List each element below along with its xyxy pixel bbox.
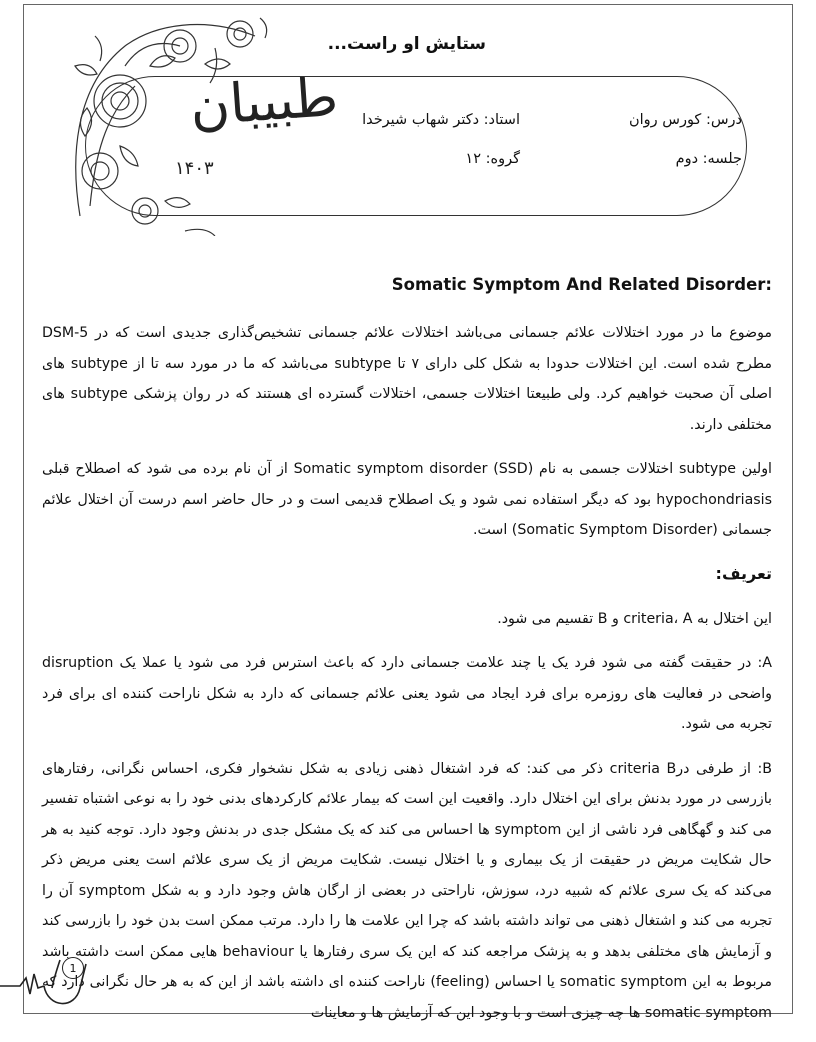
stethoscope-icon bbox=[0, 948, 120, 1028]
course-value: کورس روان bbox=[628, 112, 702, 128]
paragraph-criteria: این اختلال به criteria، A و B تقسیم می شود. bbox=[497, 610, 772, 627]
group-value: ۱۲ bbox=[465, 151, 481, 167]
logo-year: ۱۴۰۳ bbox=[175, 158, 214, 179]
teacher-label: استاد: bbox=[483, 112, 520, 128]
page-number: 1 bbox=[62, 957, 84, 979]
session-label: جلسه: bbox=[702, 151, 742, 167]
section-title: Somatic Symptom And Related Disorder: bbox=[391, 275, 772, 294]
paragraph-criterion-a: A: در حقیقت گفته می شود فرد یک یا چند علامت جسمانی دارد که باعث استرس فرد می شود یا عملا یک disruption واضحی در فعالیت های روزمره برای فرد ایجاد می شود یعنی علائم جسمانی که دارد به شکل ناراحت کننده ای برای فرد تجربه می شود. bbox=[42, 655, 772, 732]
session-value: دوم bbox=[675, 151, 699, 167]
session-info bbox=[676, 151, 742, 167]
group-info bbox=[465, 151, 520, 167]
teacher-value: دکتر شهاب شیرخدا bbox=[362, 112, 480, 128]
logo-text: طبیبان bbox=[187, 64, 341, 139]
paragraph-criterion-b: B: از طرفی درcriteria B ذکر می کند: که فرد اشتغال ذهنی زیادی به شکل نشخوار فکری، احساس نگرانی، رفتارهای بازرسی در مورد بدنش برای این اختلال دارد. واقعیت این است که بیمار علائم کارکردهای بدنی خود را به نوعی اشتباه تفسیر می کند و گهگاهی فرد ناشی از این symptom ها احساس می کند که یک مشکل جدی در بدنش وجود دارد. توجه کنید به هر حال شکایت مریض در حقیقت از یک بیماری و یا اختلال نیست. شکایت مریض از یک سری علائم است یعنی مریض ذکر می‌کند که یک سری علائم که شبیه درد، سوزش، ناراحتی در بعضی از ارگان هاش وجود دارد و به شکل symptom آن را تجربه می کند و اشتغال ذهنی می تواند داشته باشد که چرا این علامت ها را دارد. مرتب ممکن است بدن خود را بازرسی کند و آزمایش های مختلفی بدهد و به پزشک مراجعه کند که این یک سری رفتارها یا behaviour هایی ممکن است داشته باشد مربوط به این somatic symptom یا احساس (feeling) ناراحت کننده ای داشته باشد از این که به هر حال نگرانی دارد که somatic symptom ها چه چیزی است و با وجود این که آزمایش ها و معاینات bbox=[42, 760, 773, 1021]
page-motto: ستایش او راست... bbox=[327, 34, 486, 54]
paragraph-intro: موضوع ما در مورد اختلالات علائم جسمانی می‌باشد اختلالات علائم جسمانی تشخیص‌گذاری جدیدی است که در DSM-5 مطرح شده است. این اختلالات حدودا به شکل کلی دارای ۷ تا subtype می‌باشد که ما در مورد سه تا از subtype های اصلی آن صحبت خواهیم کرد. ولی طبیعتا اختلالات جسمی، اختلالات گسترده ای هستند که در روان پزشکی subtype های مختلفی دارند. bbox=[42, 325, 772, 433]
document-body bbox=[42, 272, 772, 1042]
paragraph-ssd: اولین subtype اختلالات جسمی به نام (Somatic symptom disorder (SSD از آن نام برده می شود که اصطلاح قبلی hypochondriasis بود که دیگر استفاده نمی شود و یک اصطلاح قدیمی است و در حال حاضر اسم درست آن اختلال علائم جسمانی (Somatic Symptom Disorder) است. bbox=[42, 461, 772, 538]
course-info bbox=[629, 112, 742, 128]
teacher-info bbox=[362, 112, 520, 128]
group-label: گروه: bbox=[485, 151, 520, 167]
header-info-box bbox=[85, 76, 747, 216]
course-label: درس: bbox=[705, 112, 742, 128]
definition-heading: تعریف: bbox=[715, 563, 772, 583]
